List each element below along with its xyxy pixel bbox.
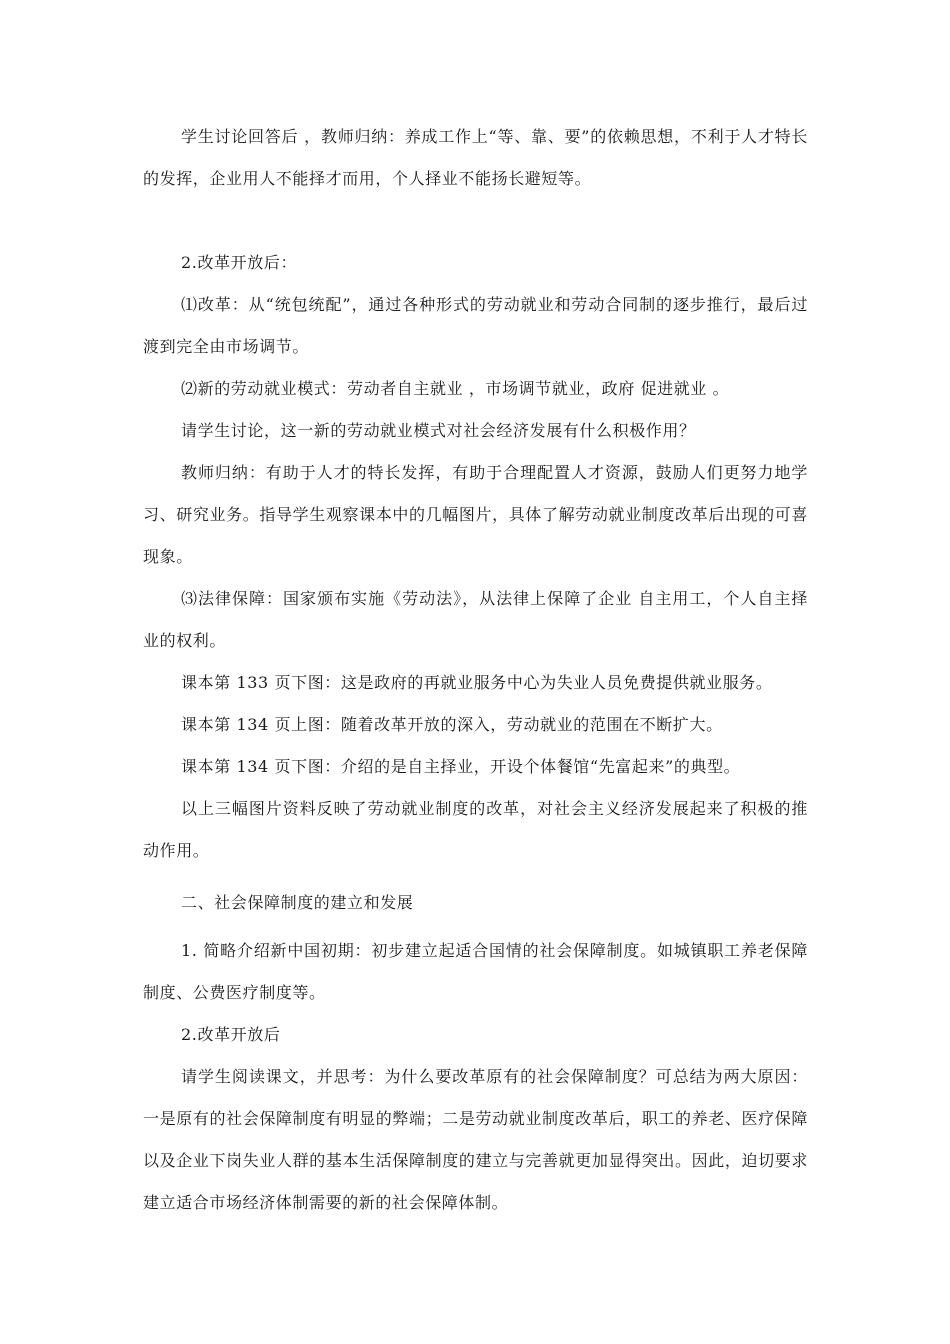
paragraph-teacher-summary-1: 学生讨论回答后 ，教师归纳：养成工作上“等、靠、要”的依赖思想，不利于人才特长的发挥，企业用人不能择才而用，个人择业不能扬长避短等。 — [143, 127, 808, 188]
paragraph-teacher-summary-2: 教师归纳：有助于人才的特长发挥，有助于合理配置人才资源，鼓励人们更努力地学习、研究业务。指导学生观察课本中的几幅图片，具体了解劳动就业制度改革后出现的可喜现象。 — [143, 463, 808, 566]
heading-reform-after: 2.改革开放后： — [181, 253, 298, 272]
paragraph-textbook-p134-bottom: 课本第 134 页下图：介绍的是自主择业，开设个体餐馆“先富起来”的典型。 — [181, 757, 741, 776]
paragraph-legal-protection: ⑶法律保障：国家颁布实施《劳动法》，从法律上保障了企业 自主用工，个人自主择业的权利。 — [143, 589, 808, 650]
paragraph-early-prc: 1. 简略介绍新中国初期：初步建立起适合国情的社会保障制度。如城镇职工养老保障制度、公费医疗制度等。 — [143, 941, 808, 1002]
paragraph-new-employment-model: ⑵新的劳动就业模式：劳动者自主就业 ，市场调节就业，政府 促进就业 。 — [181, 379, 730, 398]
paragraph-textbook-p134-top: 课本第 134 页上图：随着改革开放的深入，劳动就业的范围在不断扩大。 — [181, 715, 723, 734]
heading-social-security: 二、社会保障制度的建立和发展 — [181, 893, 414, 912]
heading-reform-after-2: 2.改革开放后 — [181, 1025, 281, 1044]
paragraph-reform: ⑴改革：从“统包统配”，通过各种形式的劳动就业和劳动合同制的逐步推行，最后过渡到完全由市场调节。 — [143, 295, 808, 356]
paragraph-student-reading: 请学生阅读课文，并思考：为什么要改革原有的社会保障制度？可总结为两大原因：一是原有的社会保障制度有明显的弊端；二是劳动就业制度改革后，职工的养老、医疗保障以及企业下岗失业人群的基本生活保障制度的建立与完善就更加显得突出。因此，迫切要求建立适合市场经济体制需要的新的社会保障体制。 — [143, 1067, 808, 1212]
paragraph-images-summary: 以上三幅图片资料反映了劳动就业制度的改革，对社会主义经济发展起来了积极的推动作用。 — [143, 799, 808, 860]
paragraph-student-discussion: 请学生讨论，这一新的劳动就业模式对社会经济发展有什么积极作用？ — [181, 421, 696, 440]
paragraph-textbook-p133: 课本第 133 页下图：这是政府的再就业服务中心为失业人员免费提供就业服务。 — [181, 673, 773, 692]
